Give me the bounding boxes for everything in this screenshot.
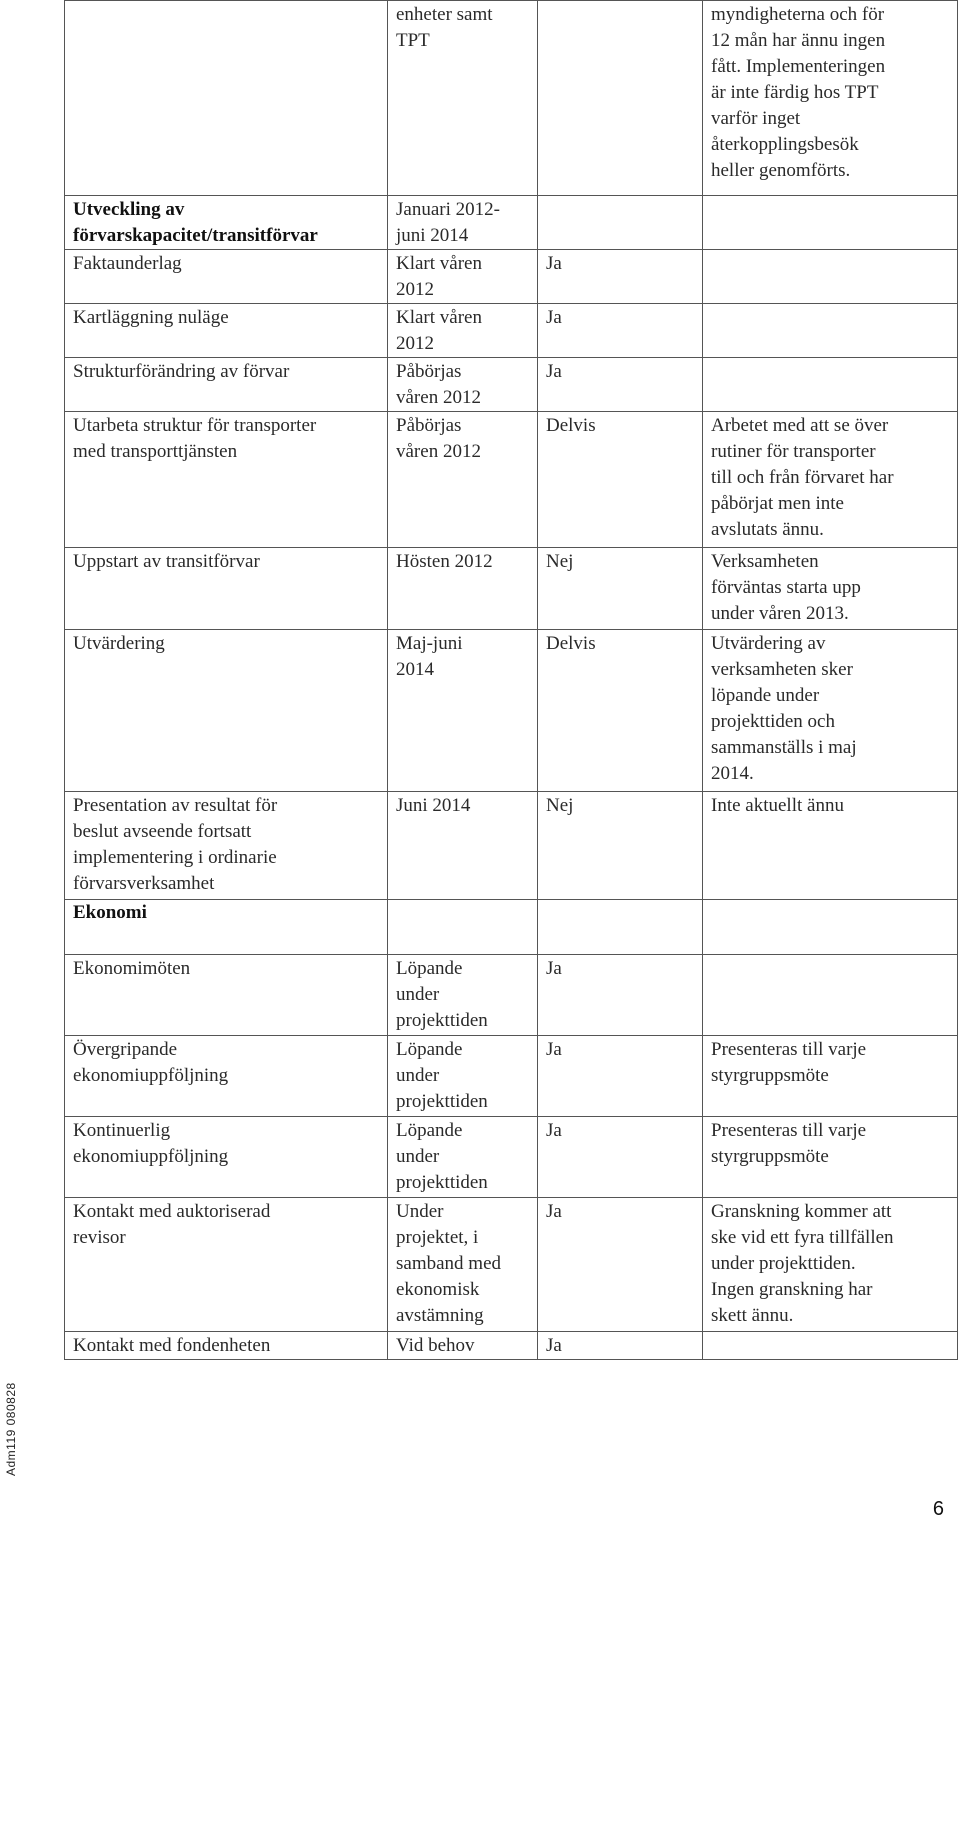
activity-cell: Kontinuerlig ekonomiuppföljning <box>65 1117 388 1198</box>
table-row <box>65 792 958 900</box>
time-cell: enheter samt TPT <box>388 1 538 196</box>
time-cell: Löpande under projekttiden <box>388 1117 538 1198</box>
done-cell: Nej <box>538 792 703 900</box>
comment-cell: Presenteras till varje styrgruppsmöte <box>703 1036 958 1117</box>
section-heading: Ekonomi <box>65 900 388 955</box>
table-row <box>65 412 958 548</box>
table-row <box>65 1036 958 1117</box>
time-cell: Löpande under projekttiden <box>388 955 538 1036</box>
table-row <box>65 630 958 792</box>
empty-cell <box>538 900 703 955</box>
activity-cell: Utarbeta struktur för transporter med transporttjänsten <box>65 412 388 548</box>
comment-cell <box>703 358 958 412</box>
comment-cell: Arbetet med att se över rutiner för transporter till och från förvaret har påbörjat men inte avslutats ännu. <box>703 412 958 548</box>
time-cell: Vid behov <box>388 1332 538 1360</box>
activity-cell: Faktaunderlag <box>65 250 388 304</box>
page-number: 6 <box>932 1498 944 1520</box>
time-cell: Påbörjas våren 2012 <box>388 358 538 412</box>
activity-cell: Utvärdering <box>65 630 388 792</box>
comment-cell: Utvärdering av verksamheten sker löpande under projekttiden och sammanställs i maj 2014. <box>703 630 958 792</box>
activity-cell: Kartläggning nuläge <box>65 304 388 358</box>
activity-cell: Uppstart av transitförvar <box>65 548 388 630</box>
empty-cell <box>703 900 958 955</box>
done-cell: Ja <box>538 1198 703 1332</box>
status-table <box>64 0 958 1360</box>
table-row <box>65 548 958 630</box>
activity-cell: Ekonomimöten <box>65 955 388 1036</box>
done-cell: Ja <box>538 358 703 412</box>
comment-cell: Presenteras till varje styrgruppsmöte <box>703 1117 958 1198</box>
time-cell: Maj-juni 2014 <box>388 630 538 792</box>
time-cell: Hösten 2012 <box>388 548 538 630</box>
document-reference-stamp: Adm119 080828 <box>4 1382 18 1476</box>
comment-cell: Granskning kommer att ske vid ett fyra tillfällen under projekttiden. Ingen granskning har skett ännu. <box>703 1198 958 1332</box>
done-cell: Ja <box>538 1036 703 1117</box>
done-cell: Ja <box>538 955 703 1036</box>
done-cell: Delvis <box>538 412 703 548</box>
project-area-title: Utveckling av förvarskapacitet/transitförvar <box>65 196 388 250</box>
section-row <box>65 900 958 955</box>
comment-cell <box>703 196 958 250</box>
activity-cell: Kontakt med fondenheten <box>65 1332 388 1360</box>
time-cell: Under projektet, i samband med ekonomisk avstämning <box>388 1198 538 1332</box>
table-row <box>65 196 958 250</box>
done-cell <box>538 196 703 250</box>
time-cell: Juni 2014 <box>388 792 538 900</box>
table-row <box>65 1332 958 1360</box>
activity-cell <box>65 1 388 196</box>
done-cell: Ja <box>538 250 703 304</box>
comment-cell: Verksamheten förväntas starta upp under våren 2013. <box>703 548 958 630</box>
table-row <box>65 1117 958 1198</box>
comment-cell: Inte aktuellt ännu <box>703 792 958 900</box>
comment-cell <box>703 955 958 1036</box>
done-cell <box>538 1 703 196</box>
activity-cell: Presentation av resultat för beslut avseende fortsatt implementering i ordinarie förvarsverksamhet <box>65 792 388 900</box>
time-cell: Löpande under projekttiden <box>388 1036 538 1117</box>
activity-cell: Övergripande ekonomiuppföljning <box>65 1036 388 1117</box>
activity-cell: Kontakt med auktoriserad revisor <box>65 1198 388 1332</box>
time-cell: Klart våren 2012 <box>388 304 538 358</box>
activity-cell: Strukturförändring av förvar <box>65 358 388 412</box>
table-row <box>65 955 958 1036</box>
comment-cell: myndigheterna och för 12 mån har ännu ingen fått. Implementeringen är inte färdig hos TPT varför inget återkopplingsbesök heller genomförts. <box>703 1 958 196</box>
table-row <box>65 250 958 304</box>
comment-cell <box>703 1332 958 1360</box>
time-cell: Januari 2012- juni 2014 <box>388 196 538 250</box>
done-cell: Ja <box>538 304 703 358</box>
done-cell: Delvis <box>538 630 703 792</box>
table-row <box>65 358 958 412</box>
done-cell: Nej <box>538 548 703 630</box>
table-row <box>65 304 958 358</box>
done-cell: Ja <box>538 1117 703 1198</box>
table-row <box>65 1 958 196</box>
comment-cell <box>703 304 958 358</box>
empty-cell <box>388 900 538 955</box>
comment-cell <box>703 250 958 304</box>
time-cell: Påbörjas våren 2012 <box>388 412 538 548</box>
table-row <box>65 1198 958 1332</box>
done-cell: Ja <box>538 1332 703 1360</box>
time-cell: Klart våren 2012 <box>388 250 538 304</box>
